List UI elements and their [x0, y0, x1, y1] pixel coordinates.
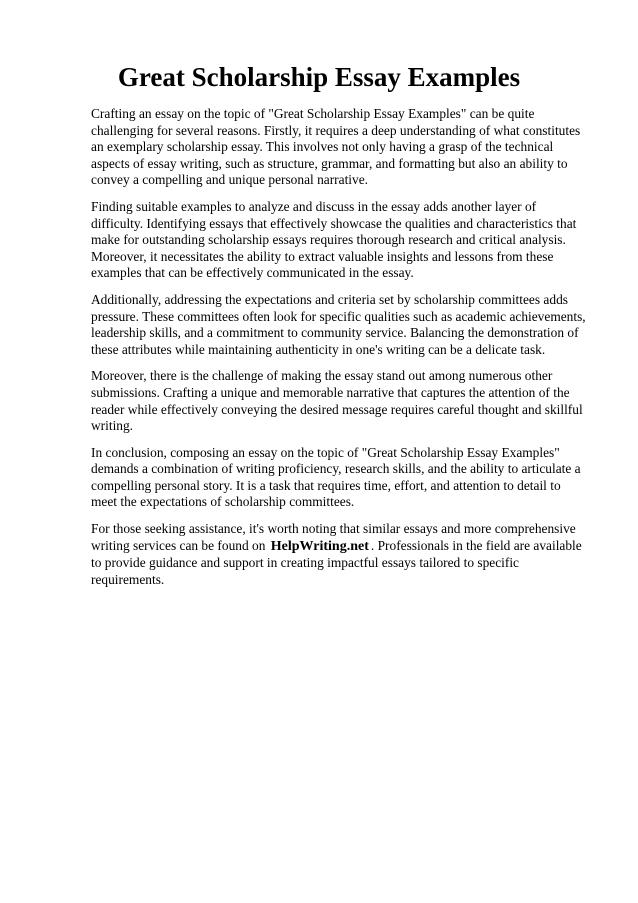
helpwriting-link[interactable]: HelpWriting.net [270, 538, 369, 554]
document-body [91, 106, 589, 598]
paragraph-stand-out: Moreover, there is the challenge of making the essay stand out among numerous other submissions. Crafting a unique and memorable narrative that captures the attention of the reader while effectively conveying the desired message requires careful thought and skillful writing. [91, 368, 583, 434]
paragraph-intro: Crafting an essay on the topic of "Great Scholarship Essay Examples" can be quite challenging for several reasons. Firstly, it requires a deep understanding of what constitutes an exemplary scholarship essay. This involves not only having a grasp of the technical aspects of essay writing, such as structure, grammar, and formatting but also an ability to convey a compelling and unique personal narrative. [91, 106, 581, 188]
paragraph-conclusion: In conclusion, composing an essay on the topic of "Great Scholarship Essay Examples" demands a combination of writing proficiency, research skills, and the ability to articulate a compelling personal story. It is a task that requires time, effort, and attention to detail to meet the expectations of scholarship committees. [91, 444, 581, 510]
assistance-text-after: . Professionals in the field are available to provide guidance and support in creating impactful essays tailored to specific requirements. [91, 537, 582, 587]
paragraph-expectations: Additionally, addressing the expectations and criteria set by scholarship committees adds pressure. These committees often look for specific qualities such as academic achievements, leadership skills, and a commitment to community service. Balancing the demonstration of these attributes while maintaining authenticity in one's writing can be a delicate task. [91, 291, 586, 357]
document-title: Great Scholarship Essay Examples [117, 62, 521, 92]
paragraph-assistance [91, 521, 589, 588]
paragraph-examples: Finding suitable examples to analyze and discuss in the essay adds another layer of difficulty. Identifying essays that effectively showcase the qualities and characteristics that make for outstanding scholarship essays requires thorough research and critical analysis. Moreover, it necessitates the ability to extract valuable insights and lessons from these examples that can be effectively communicated in the essay. [91, 198, 577, 281]
assistance-text-before: For those seeking assistance, it's worth noting that similar essays and more comprehensive writing services can be found on [91, 521, 576, 553]
